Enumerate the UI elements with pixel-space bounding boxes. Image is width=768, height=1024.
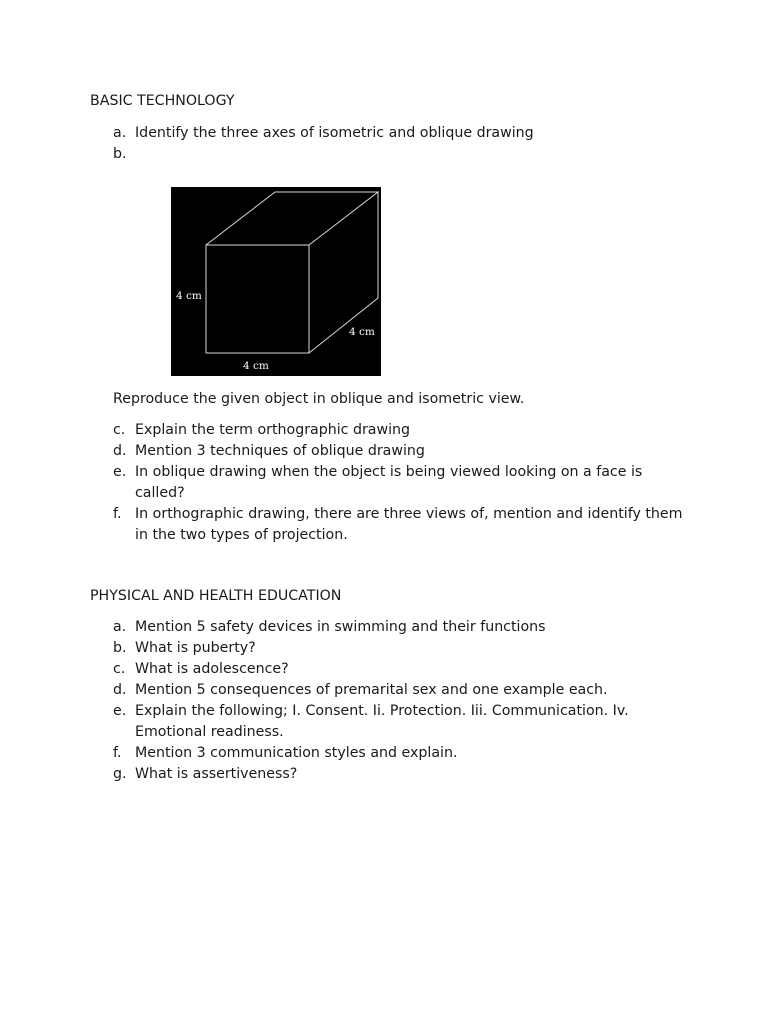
list-item-letter: d. <box>113 443 127 459</box>
list-item <box>113 638 683 659</box>
list-item-text: Mention 5 consequences of premarital sex and one example each. <box>135 682 608 698</box>
list-item-text: Explain the term orthographic drawing <box>135 422 411 438</box>
dimension-label-depth: 4 cm <box>349 326 375 338</box>
list-item-text: Mention 5 safety devices in swimming and their functions <box>135 619 546 635</box>
list-item-text: Mention 3 communication styles and explain. <box>135 745 458 761</box>
list-item-letter: f. <box>113 745 122 761</box>
list-item-text: In orthographic drawing, there are three views of, mention and identify them in the two types of projection. <box>135 506 683 543</box>
section-heading-basic-technology: BASIC TECHNOLOGY <box>90 93 235 109</box>
list-item-letter: c. <box>113 422 126 438</box>
list-item <box>113 441 683 462</box>
cube-front-face <box>206 245 309 353</box>
list-item <box>113 764 683 785</box>
list-item <box>113 743 683 764</box>
list-item <box>113 680 683 701</box>
list-item-letter: b. <box>113 146 127 162</box>
list-item-text: Identify the three axes of isometric and oblique drawing <box>135 125 534 141</box>
list-item-text <box>135 144 683 165</box>
dimension-label-width: 4 cm <box>243 360 269 372</box>
list-item-letter: g. <box>113 766 127 782</box>
cube-figure <box>171 187 381 376</box>
list-item-letter: f. <box>113 506 122 522</box>
list-item <box>113 659 683 680</box>
question-list-basic-technology-part1 <box>113 123 683 165</box>
list-item <box>113 617 683 638</box>
cube-drawing <box>171 187 381 376</box>
list-item-letter: e. <box>113 703 127 719</box>
list-item <box>113 701 683 743</box>
list-item <box>113 420 683 441</box>
list-item-letter: c. <box>113 661 126 677</box>
list-item-text: What is assertiveness? <box>135 766 298 782</box>
list-item-text: In oblique drawing when the object is being viewed looking on a face is called? <box>135 464 643 501</box>
list-item-text: What is adolescence? <box>135 661 289 677</box>
list-item <box>113 504 683 546</box>
list-item-letter: a. <box>113 125 127 141</box>
list-item-text: Mention 3 techniques of oblique drawing <box>135 443 425 459</box>
list-item <box>113 144 683 165</box>
list-item-letter: a. <box>113 619 127 635</box>
section-heading-phe: PHYSICAL AND HEALTH EDUCATION <box>90 588 342 604</box>
question-list-basic-technology-part2 <box>113 420 683 546</box>
list-item-text: Explain the following; I. Consent. Ii. Protection. Iii. Communication. Iv. Emotional readiness. <box>135 703 629 740</box>
question-list-phe <box>113 617 683 785</box>
dimension-label-height: 4 cm <box>176 290 202 302</box>
list-item <box>113 123 683 144</box>
list-item-letter: b. <box>113 640 127 656</box>
list-item-letter: e. <box>113 464 127 480</box>
cube-top-face <box>206 192 378 245</box>
list-item-text: What is puberty? <box>135 640 256 656</box>
list-item <box>113 462 683 504</box>
figure-instruction: Reproduce the given object in oblique and isometric view. <box>113 391 525 407</box>
list-item-letter: d. <box>113 682 127 698</box>
